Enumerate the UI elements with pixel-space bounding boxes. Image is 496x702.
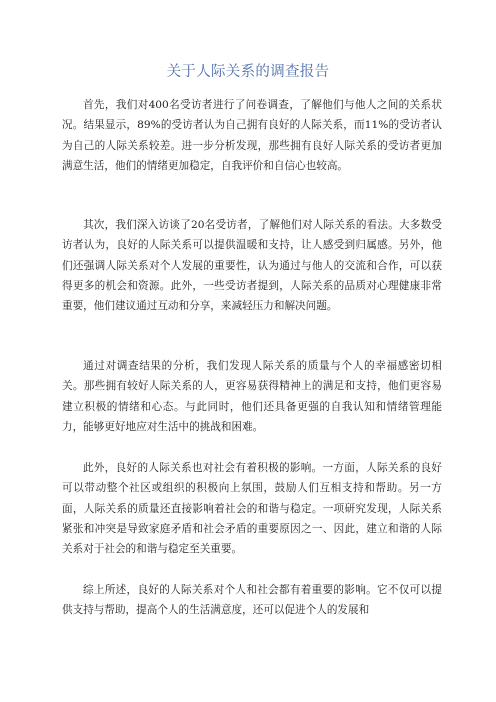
- document-title: 关于人际关系的调查报告: [166, 64, 330, 80]
- paragraph-3: 通过对调查结果的分析，我们发现人际关系的质量与个人的幸福感密切相关。那些拥有较好人际关系的人，更容易获得精神上的满足和支持，他们更容易建立积极的情绪和心态。与此同时，他们还具备更强的自我认知和情绪管理能力，能够更好地应对生活中的挑战和困难。: [62, 360, 442, 433]
- paragraph-1: 首先，我们对400名受访者进行了问卷调查，了解他们与他人之间的关系状况。结果显示，89%的受访者认为自己拥有良好的人际关系，而11%的受访者认为自己的人际关系较差。进一步分析发现，那些拥有良好人际关系的受访者更加满意生活，他们的情绪更加稳定，自我评价和自信心也较高。: [62, 99, 442, 172]
- paragraph-4: 此外，良好的人际关系也对社会有着积极的影响。一方面，人际关系的良好可以带动整个社区或组织的积极向上氛围，鼓励人们互相支持和帮助。另一方面，人际关系的质量还直接影响着社会的和谐与稳定。一项研究发现，人际关系紧张和冲突是导致家庭矛盾和社会矛盾的重要原因之一、因此，建立和谐的人际关系对于社会的和谐与稳定至关重要。: [62, 462, 442, 556]
- paragraph-5: 综上所述，良好的人际关系对个人和社会都有着重要的影响。它不仅可以提供支持与帮助，提高个人的生活满意度，还可以促进个人的发展和: [62, 584, 442, 617]
- paragraph-2: 其次，我们深入访谈了20名受访者，了解他们对人际关系的看法。大多数受访者认为，良好的人际关系可以提供温暖和支持，让人感受到归属感。另外，他们还强调人际关系对个人发展的重要性，认为通过与他人的交流和合作，可以获得更多的机会和资源。此外，一些受访者提到，人际关系的品质对心理健康非常重要，他们建议通过互动和分享，来减轻压力和解决问题。: [62, 219, 442, 313]
